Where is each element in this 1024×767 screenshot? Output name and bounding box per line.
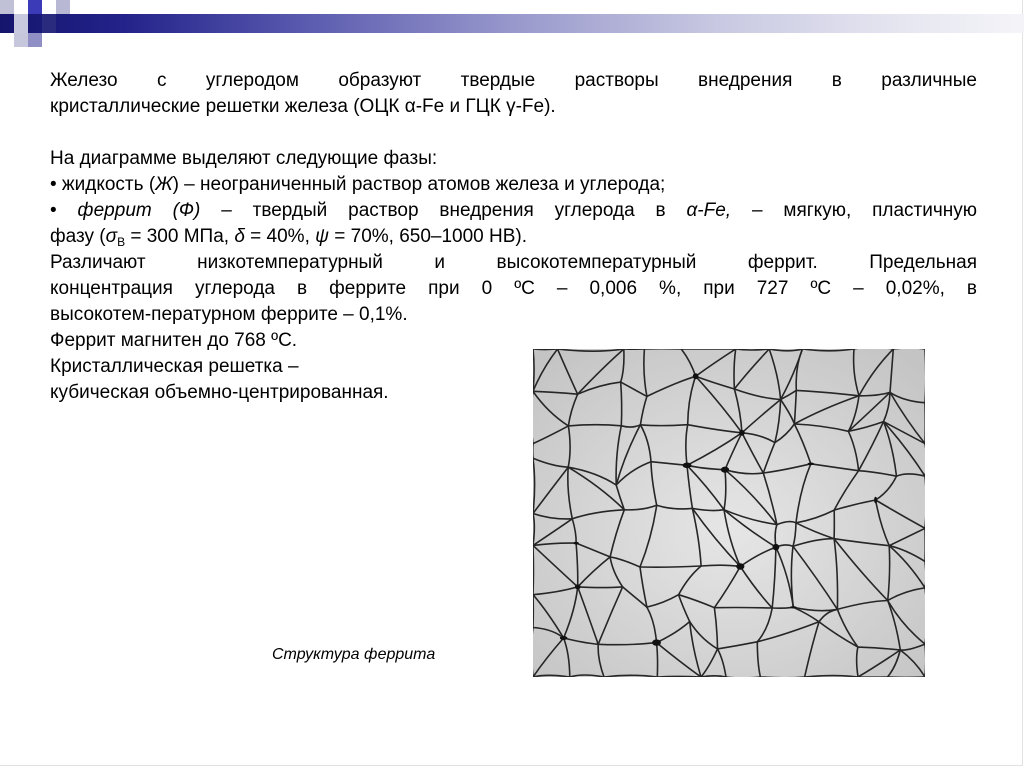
magnetic-note: Феррит магнитен до 768 ºС. xyxy=(50,330,298,351)
paragraph-line: Железо с углеродом образуют твердые растворы внедрения в различные xyxy=(50,70,977,91)
decor-square xyxy=(0,0,14,14)
ferrite-types-line: концентрация углерода в феррите при 0 ºС – 0,006 %, при 727 ºС – 0,02%, в xyxy=(50,278,977,299)
sigma-subscript: B xyxy=(117,235,126,249)
psi-value: = 70%, 650–1000 HB). xyxy=(328,226,528,247)
ferrite-name: феррит (Ф) xyxy=(77,200,201,221)
inclusion-spot xyxy=(773,544,780,550)
phases-intro: На диаграмме выделяют следующие фазы: xyxy=(50,148,438,169)
paragraph-line: кристаллические решетки железа (ОЦК α-Fe и ГЦК γ-Fe). xyxy=(50,96,556,117)
ferrite-types-line: высокотем-пературном феррите – 0,1%. xyxy=(50,304,408,325)
inclusion-spot xyxy=(652,639,661,645)
decor-square xyxy=(42,14,56,33)
inclusion-spot xyxy=(573,542,578,545)
ferrite-bullet: • xyxy=(50,200,78,221)
liquid-phase-item xyxy=(50,172,977,198)
decor-square xyxy=(28,0,42,14)
sigma-value: = 300 МПа, xyxy=(125,226,235,247)
liquid-symbol: Ж xyxy=(155,174,173,195)
ferrite-desc-end: – мягкую, пластичную xyxy=(731,200,978,221)
decor-square xyxy=(14,14,28,33)
ferrite-properties xyxy=(50,224,977,250)
decor-square xyxy=(56,0,70,14)
properties-start: фазу ( xyxy=(50,226,106,247)
header-gradient-bar xyxy=(0,14,1024,33)
lattice-line: кубическая объемно-центрированная. xyxy=(50,382,389,403)
inclusion-spot xyxy=(560,636,568,640)
ferrite-phase-item xyxy=(50,198,977,224)
psi-symbol: ψ xyxy=(315,226,329,247)
inclusion-spot xyxy=(739,430,745,436)
inclusion-spot xyxy=(874,497,877,504)
liquid-prefix: • жидкость ( xyxy=(50,174,156,195)
delta-value: = 40%, xyxy=(244,226,316,247)
inclusion-spot xyxy=(790,606,797,608)
lattice-line: Кристаллическая решетка – xyxy=(50,356,299,377)
figure-caption: Структура феррита xyxy=(272,646,436,663)
grain-boundary xyxy=(578,587,623,588)
ferrite-types-line: Различают низкотемпературный и высокотемпературный феррит. Предельная xyxy=(50,252,977,273)
inclusion-spot xyxy=(736,563,744,569)
grain-boundary xyxy=(640,425,687,426)
grain-boundary xyxy=(533,349,558,350)
liquid-rest: ) – неограниченный раствор атомов железа и углерода; xyxy=(172,174,666,195)
inclusion-spot xyxy=(575,584,581,589)
inclusion-spot xyxy=(808,463,814,466)
inclusion-spot xyxy=(685,463,690,467)
decor-square xyxy=(14,33,28,47)
ferrite-dash: – xyxy=(200,200,253,221)
decor-square xyxy=(28,33,42,47)
ferrite-phase: α-Fe, xyxy=(686,200,732,221)
inclusion-spot xyxy=(693,373,699,379)
grain-boundary xyxy=(621,382,622,426)
ferrite-desc: твердый раствор внедрения углерода в xyxy=(252,200,687,221)
ferrite-micrograph-image xyxy=(533,349,925,677)
sigma-symbol: σ xyxy=(105,226,118,247)
inclusion-spot xyxy=(721,467,729,473)
grain-boundary xyxy=(657,676,701,677)
delta-symbol: δ xyxy=(234,226,245,247)
